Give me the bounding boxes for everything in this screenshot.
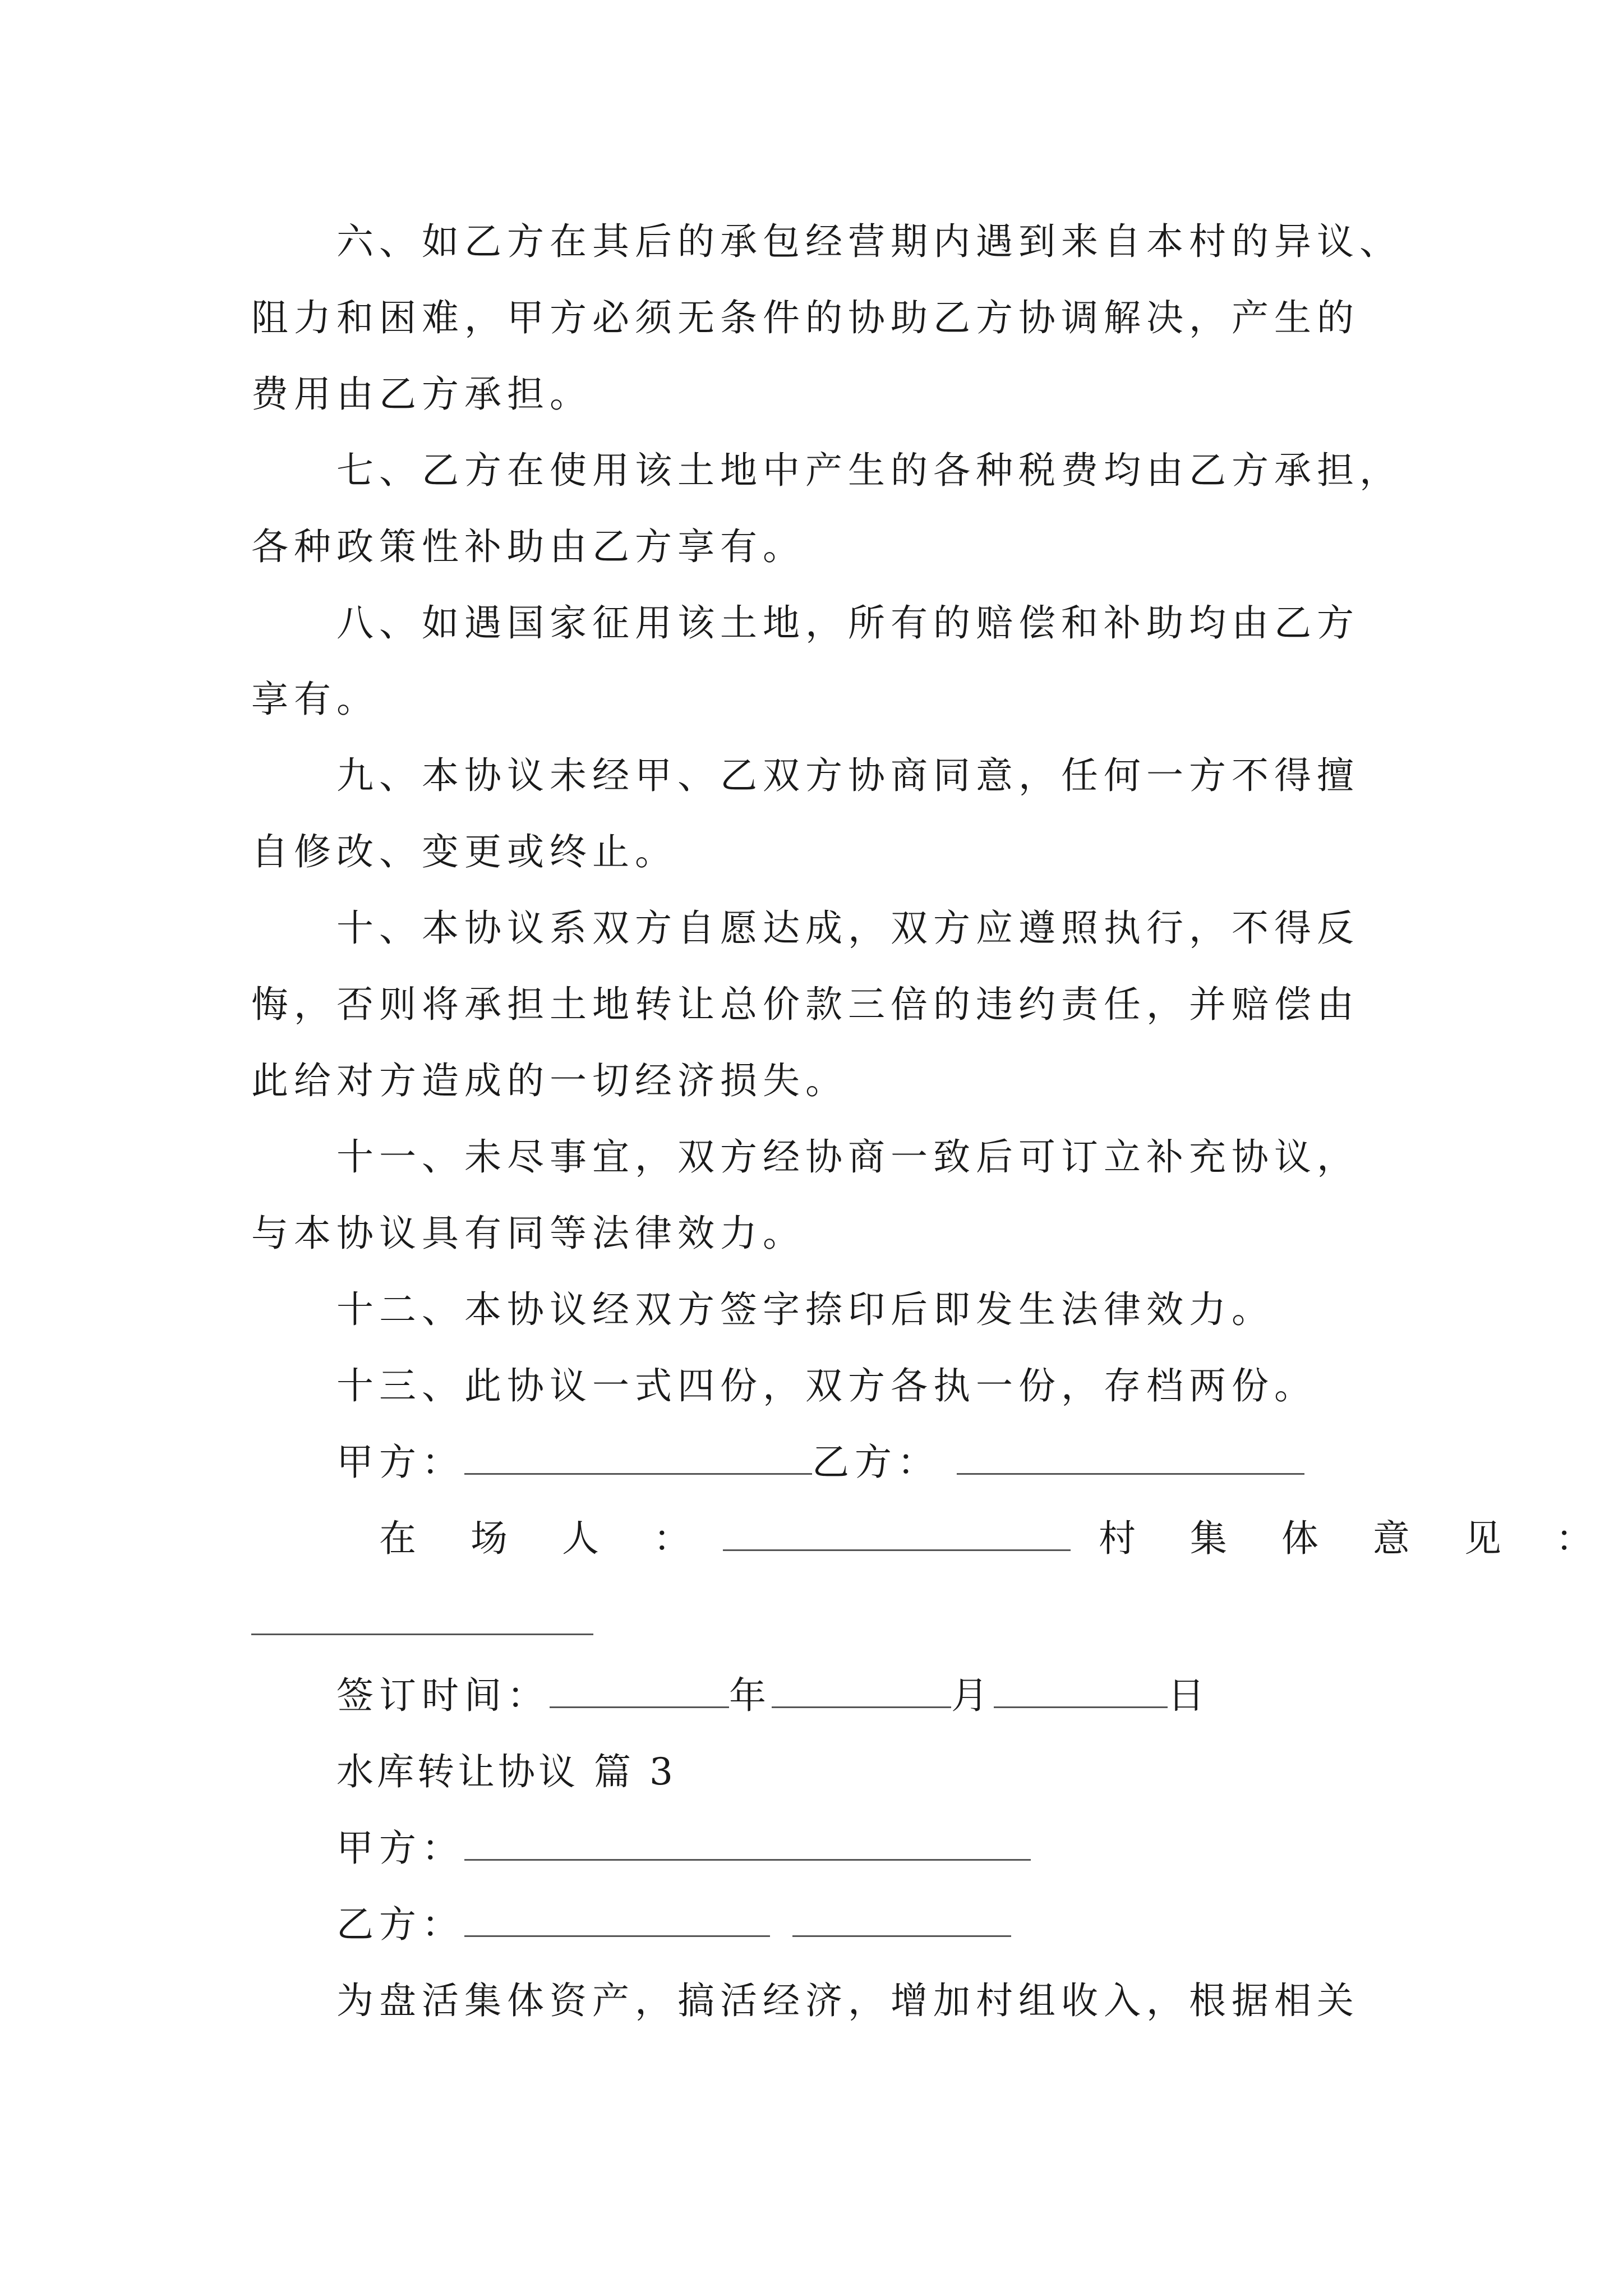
section-3-title: 水库转让协议 篇 3: [336, 1750, 676, 1793]
clause-6-line-2: 阻力和困难，甲方必须无条件的协助乙方协调解决，产生的: [251, 296, 1359, 339]
witness-signature-blank[interactable]: [723, 1521, 1071, 1551]
section-3-party-a-row: [336, 1826, 1031, 1870]
clause-7-line-2: 各种政策性补助由乙方享有。: [251, 525, 805, 568]
witness-label: 在 场 人 ：: [379, 1517, 712, 1560]
signing-date-label: 签订时间：: [336, 1674, 550, 1717]
section-3-party-b-blank-2[interactable]: [792, 1907, 1011, 1937]
clause-8-line-1: 八、如遇国家征用该土地，所有的赔偿和补助均由乙方: [336, 601, 1359, 645]
section-3-party-b-label: 乙方：: [336, 1903, 464, 1946]
party-b-signature-blank[interactable]: [957, 1445, 1304, 1475]
section-3-party-a-blank[interactable]: [464, 1831, 1031, 1861]
clause-9-line-1: 九、本协议未经甲、乙双方协商同意，任何一方不得擅: [336, 754, 1359, 797]
clause-7-line-1: 七、乙方在使用该土地中产生的各种税费均由乙方承担，: [336, 449, 1402, 492]
clause-9-line-2: 自修改、变更或终止。: [251, 830, 677, 873]
signing-date-row: [336, 1674, 1210, 1717]
clause-10-line-3: 此给对方造成的一切经济损失。: [251, 1059, 848, 1102]
month-label: 月: [951, 1674, 994, 1717]
day-blank[interactable]: [994, 1678, 1168, 1708]
signature-parties-row: [336, 1441, 1304, 1484]
year-blank[interactable]: [550, 1678, 729, 1708]
clause-13-line-1: 十三、此协议一式四份，双方各执一份，存档两份。: [336, 1364, 1317, 1407]
section-3-intro-line-1: 为盘活集体资产，搞活经济，增加村组收入，根据相关: [336, 1979, 1359, 2022]
clause-6-line-1: 六、如乙方在其后的承包经营期内遇到来自本村的异议、: [336, 220, 1402, 263]
village-opinion-blank[interactable]: [251, 1634, 593, 1635]
clause-12-line-1: 十二、本协议经双方签字捺印后即发生法律效力。: [336, 1288, 1274, 1331]
day-label: 日: [1168, 1674, 1210, 1717]
section-3-party-b-row: [336, 1903, 1011, 1946]
party-a-signature-blank[interactable]: [464, 1445, 812, 1475]
year-label: 年: [729, 1674, 772, 1717]
clause-6-line-3: 费用由乙方承担。: [251, 372, 592, 416]
clause-11-line-2: 与本协议具有同等法律效力。: [251, 1212, 805, 1255]
clause-8-line-2: 享有。: [251, 678, 379, 721]
village-opinion-label: 村 集 体 意 见 ：: [1098, 1517, 1614, 1560]
section-3-party-b-blank-1[interactable]: [464, 1907, 770, 1937]
clause-10-line-1: 十、本协议系双方自愿达成，双方应遵照执行，不得反: [336, 907, 1359, 950]
month-blank[interactable]: [772, 1678, 951, 1708]
party-a-label: 甲方：: [336, 1441, 464, 1484]
party-b-label: 乙方：: [812, 1441, 940, 1484]
witness-row: [379, 1517, 1614, 1560]
section-3-party-a-label: 甲方：: [336, 1826, 464, 1870]
clause-10-line-2: 悔，否则将承担土地转让总价款三倍的违约责任，并赔偿由: [251, 983, 1359, 1026]
clause-11-line-1: 十一、未尽事宜，双方经协商一致后可订立补充协议，: [336, 1135, 1359, 1179]
